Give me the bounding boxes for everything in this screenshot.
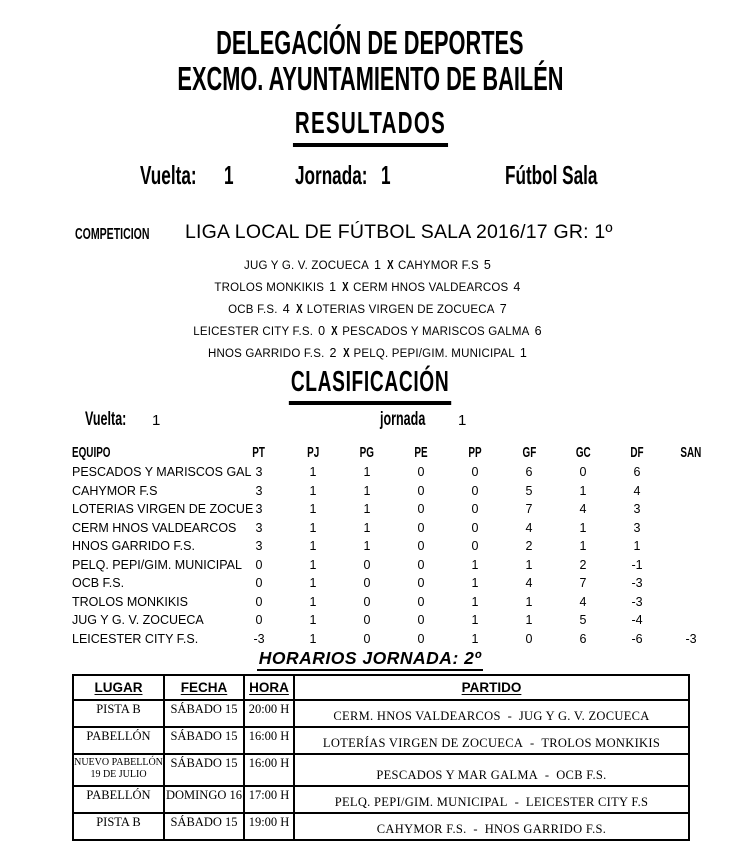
away-score: 6 (534, 324, 542, 338)
match: LOTERÍAS VIRGEN DE ZOCUECA - TROLOS MONKIKIS (294, 727, 689, 754)
stat-gc: 1 (579, 520, 587, 535)
stat-gc: 1 (579, 483, 587, 498)
stat-df: 6 (633, 465, 641, 480)
date: SÁBADO 15 (164, 700, 244, 727)
document-title-text: RESULTADOS (292, 105, 447, 147)
venue: PABELLÓN (73, 727, 164, 754)
stat-gf: 4 (525, 520, 533, 535)
classification-row (72, 500, 718, 519)
stat-pt: 0 (255, 594, 263, 609)
versus-separator: X (331, 323, 339, 338)
vuelta-value: 1 (152, 412, 161, 429)
classification-row (72, 556, 718, 575)
stat-gf: 5 (525, 483, 533, 498)
vuelta-label: Vuelta: (140, 160, 197, 190)
stat-pj: 1 (309, 502, 317, 517)
stat-pj: 1 (309, 613, 317, 628)
away-team: LOTERIAS VIRGEN DE ZOCUECA (306, 304, 495, 316)
org-name-line2-text: EXCMO. AYUNTAMIENTO DE BAILÉN (176, 60, 564, 97)
away-score: 4 (513, 280, 521, 294)
versus-separator: X (342, 279, 350, 294)
stat-pe: 0 (417, 502, 425, 517)
stat-pp: 1 (471, 631, 479, 646)
org-name-line1 (0, 26, 740, 61)
stat-pg: 1 (363, 520, 371, 535)
home-score: 2 (329, 346, 337, 360)
home-score: 0 (318, 324, 326, 338)
schedule-title-text: HORARIOS JORNADA: 2º (257, 648, 484, 671)
versus-separator: X (342, 345, 350, 360)
venue: NUEVO PABELLÓN 19 DE JULIO (73, 754, 164, 786)
match: PELQ. PEPI/GIM. MUNICIPAL - LEICESTER CITY F.S (294, 786, 689, 813)
home-team: LEICESTER CITY F.S. (193, 326, 314, 338)
stat-df: 3 (633, 520, 641, 535)
stat-pe: 0 (417, 557, 425, 572)
schedule-row (73, 813, 689, 840)
home-team: HNOS GARRIDO F.S. (207, 348, 325, 360)
column-header-pt: PT (252, 444, 266, 461)
result-line (0, 342, 740, 364)
result-line (0, 320, 740, 342)
round-bar (0, 160, 740, 194)
classification-header-row (72, 443, 718, 463)
stat-pg: 0 (363, 594, 371, 609)
stat-df: -3 (631, 594, 643, 609)
stat-df: 4 (633, 483, 641, 498)
stat-pj: 1 (309, 631, 317, 646)
stat-pe: 0 (417, 613, 425, 628)
date: SÁBADO 15 (164, 813, 244, 840)
stat-pj: 1 (309, 483, 317, 498)
stat-gc: 7 (579, 576, 587, 591)
away-score: 5 (483, 258, 491, 272)
column-header-pj: PJ (306, 444, 320, 461)
stat-df: 1 (633, 539, 641, 554)
stat-pe: 0 (417, 483, 425, 498)
match: PESCADOS Y MAR GALMA - OCB F.S. (294, 754, 689, 786)
versus-separator: X (387, 257, 394, 272)
results-list (0, 254, 740, 364)
column-header-partido: PARTIDO (294, 675, 689, 700)
stat-pp: 1 (471, 613, 479, 628)
stat-pj: 1 (309, 539, 317, 554)
date: SÁBADO 15 (164, 727, 244, 754)
schedule-row (73, 754, 689, 786)
stat-pp: 1 (471, 576, 479, 591)
home-score: 1 (329, 280, 337, 294)
stat-pj: 1 (309, 557, 317, 572)
column-header-hora: HORA (244, 675, 294, 700)
stat-pt: 3 (255, 520, 263, 535)
result-line (0, 298, 740, 320)
stat-gc: 1 (579, 539, 587, 554)
column-header-san: SAN (680, 444, 702, 461)
stat-pg: 0 (363, 631, 371, 646)
stat-pg: 0 (363, 576, 371, 591)
result-line (0, 276, 740, 298)
stat-gf: 7 (525, 502, 533, 517)
stat-df: -6 (631, 631, 643, 646)
venue: PISTA B (73, 813, 164, 840)
time: 19:00 H (244, 813, 294, 840)
stat-gc: 2 (579, 557, 587, 572)
competition-name: LIGA LOCAL DE FÚTBOL SALA 2016/17 GR: 1º (185, 221, 613, 243)
schedule-row (73, 727, 689, 754)
stat-pg: 1 (363, 465, 371, 480)
classification-row (72, 519, 718, 538)
stat-pe: 0 (417, 576, 425, 591)
competition-label: COMPETICION (75, 226, 150, 243)
stat-df: 3 (633, 502, 641, 517)
classification-row (72, 482, 718, 501)
team-name: HNOS GARRIDO F.S. (72, 539, 195, 554)
away-score: 1 (519, 346, 528, 360)
stat-gc: 0 (579, 465, 587, 480)
classification-row (72, 574, 718, 593)
team-name: PELQ. PEPI/GIM. MUNICIPAL (72, 557, 242, 572)
stat-pj: 1 (309, 520, 317, 535)
column-header-equipo: EQUIPO (72, 444, 111, 461)
org-name-line1-text: DELEGACIÓN DE DEPORTES (216, 24, 524, 61)
stat-gf: 2 (525, 539, 533, 554)
match: CERM. HNOS VALDEARCOS - JUG Y G. V. ZOCUECA (294, 700, 689, 727)
match: CAHYMOR F.S. - HNOS GARRIDO F.S. (294, 813, 689, 840)
venue: PABELLÓN (73, 786, 164, 813)
stat-gf: 0 (525, 631, 533, 646)
stat-pg: 1 (363, 483, 371, 498)
stat-pj: 1 (309, 576, 317, 591)
jornada-value: 1 (381, 160, 391, 190)
vuelta-label: Vuelta: (85, 409, 127, 430)
stat-gf: 4 (525, 576, 533, 591)
stat-pt: 3 (255, 539, 263, 554)
classification-title (0, 366, 740, 405)
classification-row (72, 630, 718, 649)
jornada-label: jornada (380, 409, 426, 430)
column-header-lugar: LUGAR (73, 675, 164, 700)
classification-round-bar (0, 409, 740, 435)
classification-row (72, 593, 718, 612)
classification-table (72, 443, 718, 648)
team-name: LOTERIAS VIRGEN DE ZOCUE (72, 502, 254, 517)
schedule-header-row (73, 675, 689, 700)
vuelta-value: 1 (224, 160, 234, 190)
stat-pe: 0 (417, 594, 425, 609)
team-name: JUG Y G. V. ZOCUECA (72, 613, 204, 628)
column-header-gc: GC (575, 444, 591, 461)
stat-df: -1 (631, 557, 643, 572)
classification-title-text: CLASIFICACIÓN (289, 366, 451, 405)
time: 16:00 H (244, 754, 294, 786)
org-name-line2 (0, 62, 740, 97)
time: 17:00 H (244, 786, 294, 813)
stat-gf: 1 (525, 594, 533, 609)
column-header-pg: PG (359, 444, 375, 461)
schedule-row (73, 700, 689, 727)
stat-pt: 0 (255, 613, 263, 628)
competition-line (0, 221, 740, 247)
stat-pt: 3 (255, 483, 263, 498)
column-header-pp: PP (468, 444, 482, 461)
column-header-gf: GF (522, 444, 536, 461)
stat-pe: 0 (417, 631, 425, 646)
classification-row (72, 463, 718, 482)
stat-gf: 6 (525, 465, 533, 480)
stat-pg: 1 (363, 539, 371, 554)
stat-pt: -3 (253, 631, 265, 646)
home-team: JUG Y G. V. ZOCUECA (244, 260, 370, 272)
team-name: CERM HNOS VALDEARCOS (72, 520, 237, 535)
away-team: PESCADOS Y MARISCOS GALMA (342, 326, 530, 338)
stat-gf: 1 (525, 613, 533, 628)
versus-separator: X (295, 301, 303, 316)
classification-row (72, 611, 718, 630)
stat-pg: 0 (363, 613, 371, 628)
team-name: TROLOS MONKIKIS (72, 594, 188, 609)
stat-pt: 3 (255, 502, 263, 517)
sport-name: Fútbol Sala (505, 160, 598, 190)
stat-pp: 0 (471, 502, 479, 517)
jornada-value: 1 (458, 412, 467, 429)
stat-pe: 0 (417, 465, 425, 480)
time: 20:00 H (244, 700, 294, 727)
date: DOMINGO 16 (164, 786, 244, 813)
venue: PISTA B (73, 700, 164, 727)
document-title (0, 105, 740, 147)
stat-pt: 3 (255, 465, 263, 480)
schedule-row (73, 786, 689, 813)
away-team: CERM HNOS VALDEARCOS (353, 282, 509, 294)
stat-pj: 1 (309, 594, 317, 609)
schedule-table (72, 674, 690, 841)
away-team: PELQ. PEPI/GIM. MUNICIPAL (353, 348, 515, 360)
stat-pp: 0 (471, 539, 479, 554)
stat-pp: 0 (471, 465, 479, 480)
away-score: 7 (499, 302, 507, 316)
stat-gf: 1 (525, 557, 533, 572)
stat-gc: 4 (579, 502, 587, 517)
column-header-pe: PE (414, 444, 428, 461)
schedule-title (0, 648, 740, 669)
stat-pp: 0 (471, 520, 479, 535)
stat-pt: 0 (255, 557, 263, 572)
classification-row (72, 537, 718, 556)
team-name: LEICESTER CITY F.S. (72, 631, 199, 646)
home-team: TROLOS MONKIKIS (214, 282, 325, 294)
stat-gc: 5 (579, 613, 587, 628)
stat-pp: 1 (471, 557, 479, 572)
stat-pg: 0 (363, 557, 371, 572)
stat-pp: 1 (471, 594, 479, 609)
stat-pe: 0 (417, 539, 425, 554)
team-name: CAHYMOR F.S (72, 483, 158, 498)
time: 16:00 H (244, 727, 294, 754)
stat-df: -3 (631, 576, 643, 591)
stat-pp: 0 (471, 483, 479, 498)
stat-pg: 1 (363, 502, 371, 517)
stat-pj: 1 (309, 465, 317, 480)
team-name: OCB F.S. (72, 576, 125, 591)
stat-pt: 0 (255, 576, 263, 591)
home-team: OCB F.S. (228, 304, 278, 316)
stat-gc: 4 (579, 594, 587, 609)
stat-df: -4 (631, 613, 643, 628)
home-score: 1 (374, 258, 382, 272)
stat-gc: 6 (579, 631, 587, 646)
team-name: PESCADOS Y MARISCOS GAL (72, 465, 252, 480)
stat-pe: 0 (417, 520, 425, 535)
stat-san: -3 (685, 631, 697, 646)
result-line (0, 254, 740, 276)
column-header-fecha: FECHA (164, 675, 244, 700)
away-team: CAHYMOR F.S (398, 260, 479, 272)
date: SÁBADO 15 (164, 754, 244, 786)
jornada-label: Jornada: (295, 160, 368, 190)
column-header-df: DF (630, 444, 644, 461)
home-score: 4 (282, 302, 290, 316)
